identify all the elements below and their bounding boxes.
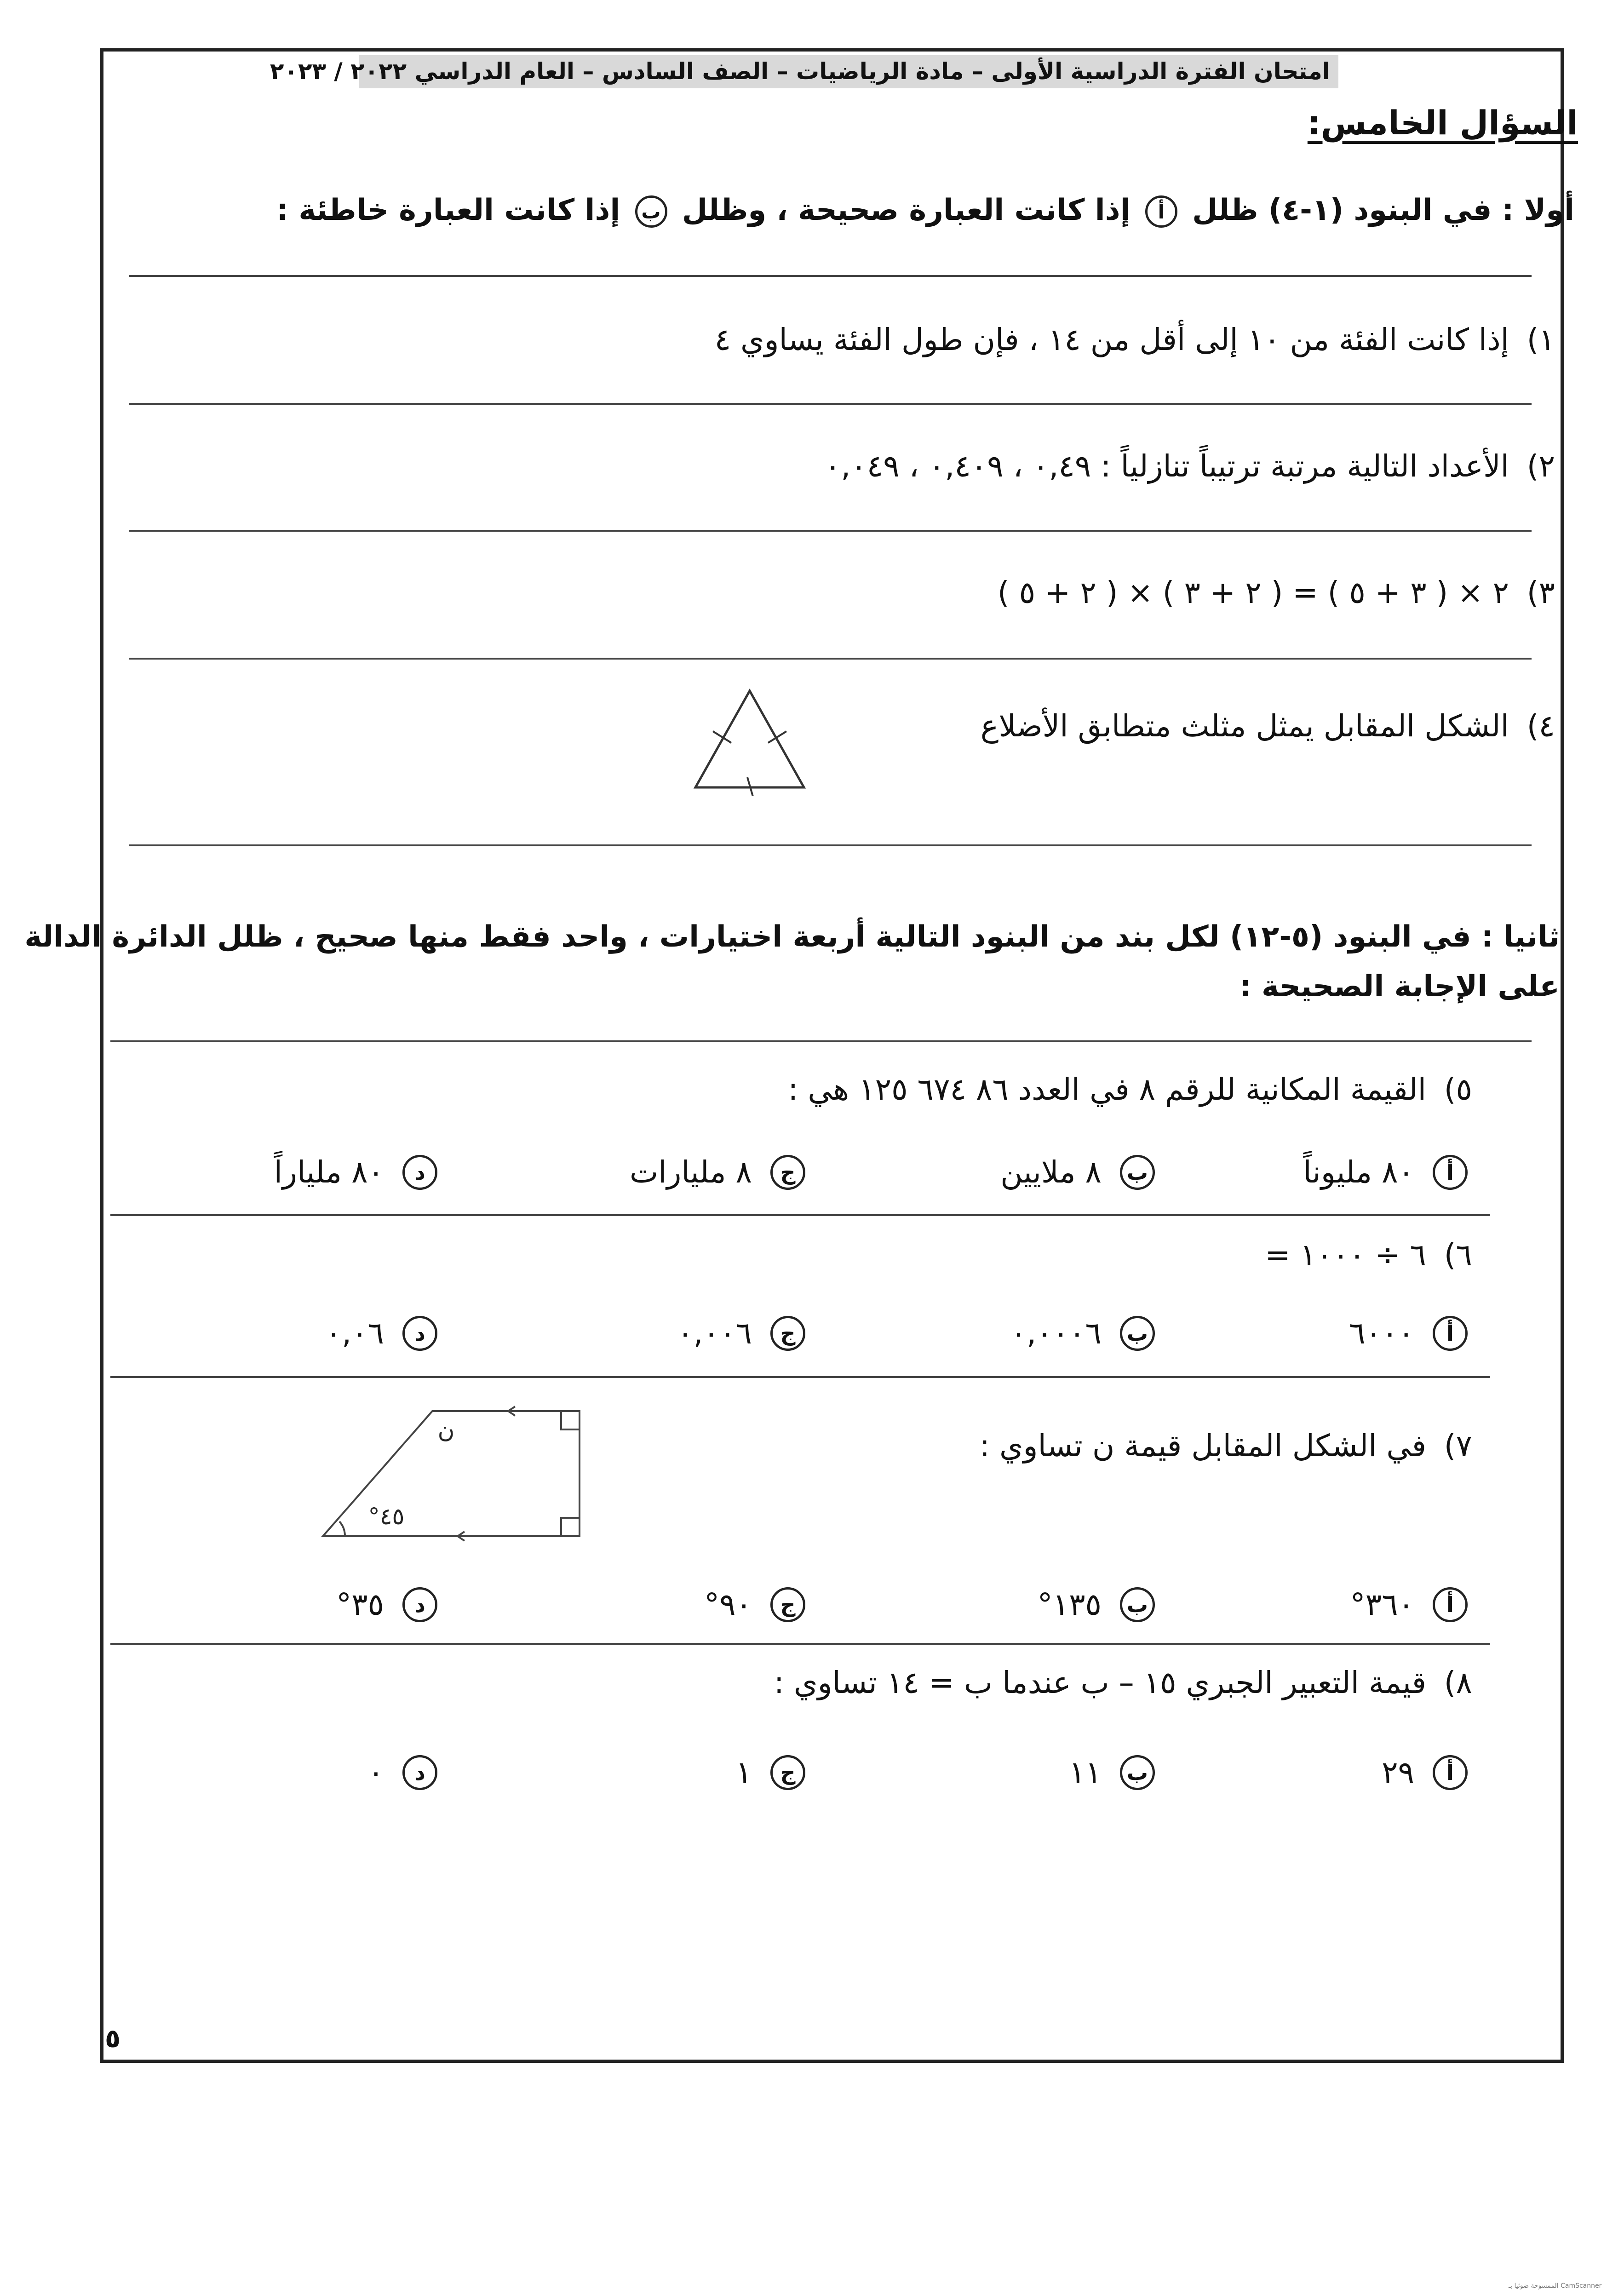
- divider: [129, 844, 1532, 846]
- option-text: ٣٥°: [336, 1587, 384, 1622]
- option-text: ١: [735, 1755, 752, 1790]
- option-text: ١١: [1069, 1755, 1102, 1790]
- option-text: ٦٠٠٠: [1349, 1315, 1414, 1351]
- option-text: ٨٠ ملياراً: [274, 1154, 384, 1190]
- mcq-7-number: ٧): [1444, 1428, 1472, 1464]
- option-a-circle[interactable]: أ: [1433, 1755, 1468, 1790]
- option-a-circle[interactable]: أ: [1433, 1587, 1468, 1622]
- option-text: ٨ ملايين: [1000, 1154, 1102, 1190]
- mcq-7-option-b[interactable]: [1038, 1587, 1155, 1622]
- option-text: ٠,٠٦: [325, 1315, 384, 1351]
- question-title: السؤال الخامس:: [1307, 103, 1578, 142]
- section1-suffix: إذا كانت العبارة خاطئة :: [276, 193, 620, 227]
- divider: [110, 1040, 1532, 1042]
- scanner-footer: CamScanner الممسوحة ضوئيا بـ: [1509, 2282, 1602, 2290]
- option-b-circle[interactable]: ب: [1120, 1755, 1155, 1790]
- option-text: ١٣٥°: [1037, 1587, 1102, 1622]
- divider: [110, 1214, 1490, 1216]
- divider: [129, 658, 1532, 660]
- option-a-circle[interactable]: أ: [1433, 1316, 1468, 1351]
- trapezoid-figure: [313, 1398, 598, 1545]
- divider: [110, 1376, 1490, 1378]
- option-c-circle[interactable]: ج: [770, 1755, 805, 1790]
- mcq-8-question: قيمة التعبير الجبري ١٥ – ب عندما ب = ١٤ تساوي :: [774, 1665, 1426, 1700]
- option-text: ٠: [367, 1755, 384, 1790]
- mcq-7-option-d[interactable]: [336, 1587, 437, 1622]
- section2-line2: على الإجابة الصحيحة :: [1240, 970, 1560, 1004]
- mcq-8-option-d[interactable]: [368, 1755, 437, 1790]
- option-b-circle[interactable]: ب: [1120, 1155, 1155, 1190]
- mcq-5-option-c[interactable]: [630, 1154, 805, 1190]
- mcq-6-option-c[interactable]: [677, 1315, 805, 1351]
- tf-item-3-number: ٣): [1526, 575, 1555, 610]
- option-c-circle[interactable]: ج: [770, 1587, 805, 1622]
- option-text: ٠,٠٠٦: [677, 1315, 752, 1351]
- tf-item-1-text: إذا كانت الفئة من ١٠ إلى أقل من ١٤ ، فإن طول الفئة يساوي ٤: [714, 322, 1509, 357]
- mcq-8-option-b[interactable]: [1069, 1755, 1155, 1790]
- section1-instructions: [277, 193, 1574, 228]
- mcq-7-option-a[interactable]: [1350, 1587, 1468, 1622]
- mcq-8-number: ٨): [1444, 1665, 1472, 1700]
- angle-label: ٤٥°: [368, 1503, 405, 1530]
- option-text: ٢٩: [1382, 1755, 1414, 1790]
- equilateral-triangle-figure: [685, 685, 814, 796]
- mcq-5-option-d[interactable]: [274, 1154, 437, 1190]
- divider: [129, 403, 1532, 405]
- section1-prefix: أولا : في البنود (١-٤) ظلل: [1192, 193, 1574, 227]
- tf-item-2-number: ٢): [1526, 448, 1555, 484]
- tf-item-1-number: ١): [1526, 322, 1555, 357]
- option-text: ٣٦٠°: [1350, 1587, 1414, 1622]
- option-b-circle[interactable]: ب: [1120, 1587, 1155, 1622]
- option-text: ٨٠ مليوناً: [1303, 1154, 1414, 1190]
- section2-line1: ثانيا : في البنود (٥-١٢) لكل بند من البنود التالية أربعة اختيارات ، واحد فقط منها صحيح ، ظلل الدائرة الدالة: [24, 920, 1560, 954]
- tf-item-3-text: ٢ × ( ٣ + ٥ ) = ( ٢ + ٣ ) × ( ٢ + ٥ ): [997, 575, 1509, 610]
- option-a-circle[interactable]: أ: [1433, 1155, 1468, 1190]
- mcq-7-question: في الشكل المقابل قيمة ن تساوي :: [979, 1428, 1426, 1464]
- mcq-6-number: ٦): [1444, 1237, 1472, 1273]
- mcq-7-option-c[interactable]: [704, 1587, 805, 1622]
- option-d-circle[interactable]: د: [402, 1755, 437, 1790]
- option-b-circle[interactable]: ب: [1120, 1316, 1155, 1351]
- mcq-6-option-a[interactable]: [1349, 1315, 1468, 1351]
- vertex-label: ن: [437, 1417, 455, 1443]
- mcq-5-number: ٥): [1444, 1072, 1472, 1107]
- option-text: ٩٠°: [704, 1587, 752, 1622]
- option-d-circle[interactable]: د: [402, 1316, 437, 1351]
- option-c-circle[interactable]: ج: [770, 1316, 805, 1351]
- page-number: ٥: [105, 2024, 121, 2054]
- divider: [129, 530, 1532, 532]
- tf-item-4-text: الشكل المقابل يمثل مثلث متطابق الأضلاع: [980, 708, 1509, 744]
- mcq-8-option-c[interactable]: [736, 1755, 805, 1790]
- mcq-6-question: ٦ ÷ ١٠٠٠ =: [1265, 1237, 1426, 1273]
- mcq-5-option-b[interactable]: [1000, 1154, 1155, 1190]
- exam-header: [270, 55, 1338, 88]
- mark-a-circle: أ: [1145, 195, 1177, 228]
- mcq-5-question: القيمة المكانية للرقم ٨ في العدد ٨٦ ٦٧٤ ١٢٥ هي :: [788, 1072, 1426, 1107]
- divider: [129, 275, 1532, 277]
- option-text: ٠,٠٠٠٦: [1010, 1315, 1102, 1351]
- tf-item-2-text: الأعداد التالية مرتبة ترتيباً تنازلياً : ٠,٤٩ ، ٠,٤٠٩ ، ٠,٠٤٩: [824, 448, 1509, 484]
- option-d-circle[interactable]: د: [402, 1587, 437, 1622]
- option-c-circle[interactable]: ج: [770, 1155, 805, 1190]
- section1-middle: إذا كانت العبارة صحيحة ، وظلل: [682, 193, 1130, 227]
- option-text: ٨ مليارات: [629, 1154, 752, 1190]
- tf-item-4-number: ٤): [1526, 708, 1555, 744]
- mcq-6-option-d[interactable]: [326, 1315, 437, 1351]
- exam-header-text: امتحان الفترة الدراسية الأولى – مادة الرياضيات – الصف السادس – العام الدراسي ٢٠٢٢ / ٢٠٢٣: [270, 58, 1330, 85]
- divider: [110, 1643, 1490, 1645]
- mcq-5-option-a[interactable]: [1303, 1154, 1468, 1190]
- mcq-8-option-a[interactable]: [1382, 1755, 1468, 1790]
- option-d-circle[interactable]: د: [402, 1155, 437, 1190]
- mcq-6-option-b[interactable]: [1010, 1315, 1155, 1351]
- mark-b-circle: ب: [635, 195, 667, 228]
